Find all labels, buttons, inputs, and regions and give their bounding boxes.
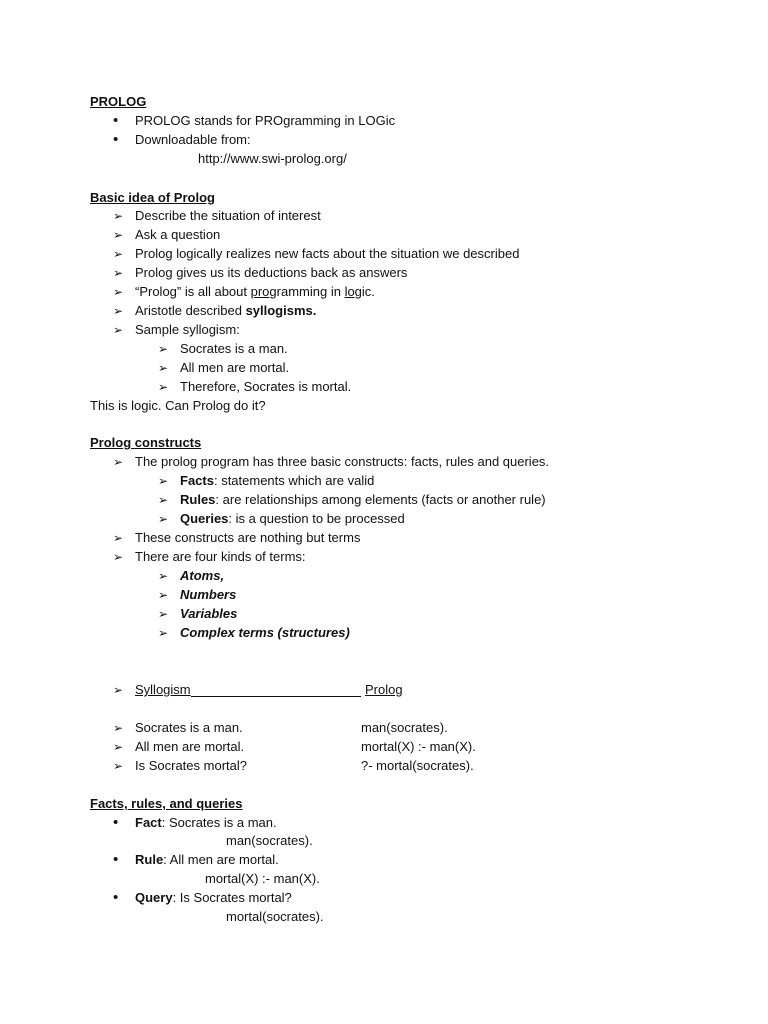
list-item: There are four kinds of terms:: [135, 549, 306, 564]
list-item: [135, 890, 292, 906]
list-item: PROLOG stands for PROgramming in LOGic: [135, 113, 396, 128]
list-item: The prolog program has three basic constructs: facts, rules and queries.: [135, 454, 550, 469]
term-bold: Query: [135, 890, 173, 905]
arrow-bullet-icon: ➢: [158, 474, 169, 488]
bullet-icon: •: [113, 889, 119, 906]
list-item: Prolog gives us its deductions back as answers: [135, 265, 408, 280]
text-run: : statements which are valid: [213, 473, 375, 488]
arrow-bullet-icon: ➢: [158, 588, 169, 602]
term-bold: Facts: [180, 473, 214, 488]
term-type: Numbers: [180, 587, 237, 602]
section-heading-basic-idea: Basic idea of Prolog: [90, 190, 215, 205]
text-run: Aristotle described: [135, 303, 246, 318]
bullet-icon: •: [113, 131, 119, 148]
paragraph: This is logic. Can Prolog do it?: [90, 398, 266, 413]
arrow-bullet-icon: ➢: [113, 721, 124, 735]
arrow-bullet-icon: ➢: [113, 304, 124, 318]
term-bold: Fact: [135, 815, 162, 830]
section-heading-constructs: Prolog constructs: [90, 435, 202, 450]
sub-list-item: [180, 492, 546, 508]
arrow-bullet-icon: ➢: [113, 759, 124, 773]
download-url: http://www.swi-prolog.org/: [198, 151, 347, 166]
arrow-bullet-icon: ➢: [113, 209, 124, 223]
list-item: Prolog logically realizes new facts about the situation we described: [135, 246, 520, 261]
comparison-left: All men are mortal.: [135, 739, 245, 754]
list-item: Sample syllogism:: [135, 322, 240, 337]
comparison-left: Socrates is a man.: [135, 720, 243, 735]
arrow-bullet-icon: ➢: [158, 512, 169, 526]
list-item: [135, 852, 279, 868]
arrow-bullet-icon: ➢: [158, 493, 169, 507]
bullet-icon: •: [113, 814, 119, 831]
arrow-bullet-icon: ➢: [113, 683, 124, 697]
term-type: Complex terms (structures): [180, 625, 350, 640]
list-item: [135, 284, 375, 300]
text-run: : Is Socrates mortal?: [172, 890, 292, 905]
arrow-bullet-icon: ➢: [113, 550, 124, 564]
text-run-underlined: log: [344, 284, 362, 299]
text-run: ic.: [361, 284, 375, 299]
list-item: Ask a question: [135, 227, 221, 242]
bullet-icon: •: [113, 851, 119, 868]
arrow-bullet-icon: ➢: [113, 285, 124, 299]
arrow-bullet-icon: ➢: [113, 323, 124, 337]
bullet-icon: •: [113, 112, 119, 129]
comparison-right: man(socrates).: [361, 720, 448, 735]
sub-list-item: Socrates is a man.: [180, 341, 288, 356]
comparison-right: ?- mortal(socrates).: [361, 758, 474, 773]
term-type: Variables: [180, 606, 238, 621]
arrow-bullet-icon: ➢: [113, 266, 124, 280]
list-item: [135, 815, 277, 831]
arrow-bullet-icon: ➢: [113, 228, 124, 242]
code-line: mortal(X) :- man(X).: [205, 871, 320, 886]
header-rule: [191, 696, 361, 697]
text-run: “Prolog” is all about: [135, 284, 251, 299]
arrow-bullet-icon: ➢: [113, 247, 124, 261]
text-run: gramming in: [269, 284, 345, 299]
sub-list-item: [180, 473, 374, 489]
comparison-right: mortal(X) :- man(X).: [361, 739, 476, 754]
arrow-bullet-icon: ➢: [158, 342, 169, 356]
list-item: [135, 303, 316, 319]
arrow-bullet-icon: ➢: [158, 361, 169, 375]
text-run-underlined: pro: [250, 284, 270, 299]
arrow-bullet-icon: ➢: [113, 531, 124, 545]
comparison-left: Is Socrates mortal?: [135, 758, 247, 773]
term-type: Atoms,: [180, 568, 225, 583]
term-bold: Rule: [135, 852, 164, 867]
arrow-bullet-icon: ➢: [113, 455, 124, 469]
text-run: : are relationships among elements (facts or another rule): [215, 492, 546, 507]
sub-list-item: Therefore, Socrates is mortal.: [180, 379, 352, 394]
text-run: : Socrates is a man.: [161, 815, 277, 830]
text-run-bold: syllogisms.: [245, 303, 317, 318]
list-item: Describe the situation of interest: [135, 208, 321, 223]
arrow-bullet-icon: ➢: [158, 569, 169, 583]
sub-list-item: All men are mortal.: [180, 360, 290, 375]
sub-list-item: [180, 511, 405, 527]
arrow-bullet-icon: ➢: [113, 740, 124, 754]
text-run: : All men are mortal.: [163, 852, 279, 867]
comparison-header-syllogism: Syllogism: [135, 682, 191, 697]
code-line: man(socrates).: [226, 833, 313, 848]
arrow-bullet-icon: ➢: [158, 607, 169, 621]
arrow-bullet-icon: ➢: [158, 626, 169, 640]
comparison-header-prolog: Prolog: [365, 682, 403, 697]
list-item: Downloadable from:: [135, 132, 251, 147]
term-bold: Rules: [180, 492, 216, 507]
term-bold: Queries: [180, 511, 229, 526]
section-heading-facts-rules-queries: Facts, rules, and queries: [90, 796, 243, 811]
list-item: These constructs are nothing but terms: [135, 530, 361, 545]
code-line: mortal(socrates).: [226, 909, 324, 924]
text-run: : is a question to be processed: [228, 511, 405, 526]
section-heading-prolog: PROLOG: [90, 94, 147, 109]
arrow-bullet-icon: ➢: [158, 380, 169, 394]
